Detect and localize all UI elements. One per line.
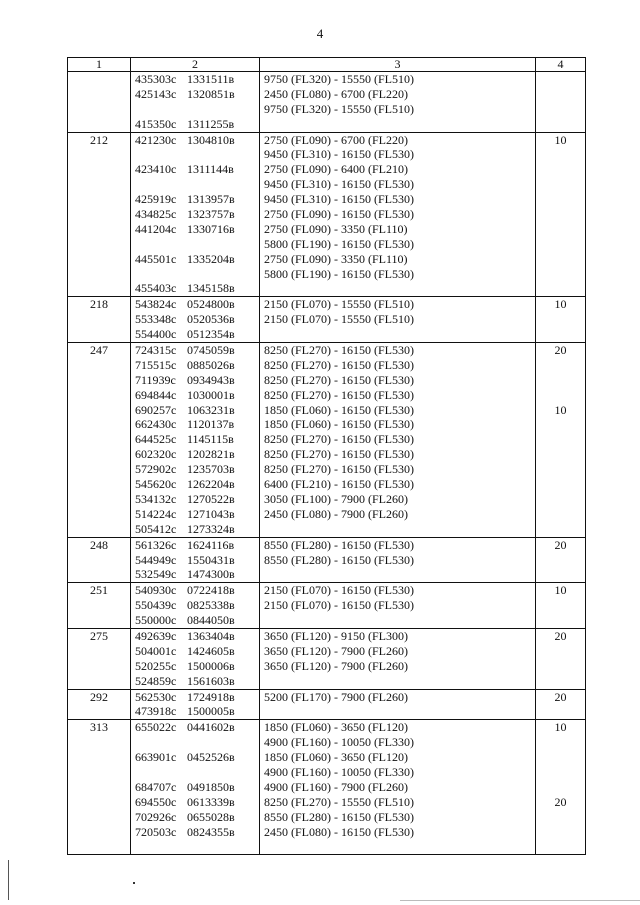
spacing-value [536, 373, 585, 388]
altitude-range: 1850 (FL060) - 16150 (FL530) [264, 417, 414, 432]
altitude-range: 3650 (FL120) - 9150 (FL300) [264, 628, 408, 643]
latitude-code: 702926с [135, 809, 177, 824]
table-header-row [68, 58, 586, 72]
altitude-range: 2750 (FL090) - 16150 (FL530) [264, 207, 414, 222]
altitude-range: 5200 (FL170) - 7900 (FL260) [264, 689, 408, 704]
longitude-code: 1311255в [187, 116, 235, 131]
altitude-range: 8250 (FL270) - 16150 (FL530) [264, 462, 414, 477]
altitude-range [260, 522, 535, 537]
altitude-range-cell [260, 343, 536, 538]
latitude-code: 602320с [135, 447, 177, 462]
spacing-cell [536, 132, 586, 297]
latitude-code: 534132с [135, 491, 177, 506]
longitude-code: 1624116в [187, 537, 235, 552]
altitude-range: 1850 (FL060) - 3650 (FL120) [264, 750, 408, 765]
coordinate-line [131, 795, 259, 810]
spacing-value: 20 [554, 794, 567, 809]
latitude-code: 532549с [135, 567, 177, 582]
longitude-code: 0885026в [187, 357, 235, 372]
longitude-code: 0825338в [187, 598, 235, 613]
table-row [68, 72, 586, 133]
coordinate-line [131, 267, 259, 282]
coordinate-line [131, 567, 259, 582]
spacing-value: 10 [554, 402, 567, 417]
table-row [68, 343, 586, 538]
latitude-code: 415350с [135, 116, 177, 131]
coordinates-cell [131, 628, 260, 689]
table-row [68, 720, 586, 855]
coordinates-cell [131, 297, 260, 343]
coordinate-line [131, 780, 259, 795]
route-number-cell [68, 720, 131, 855]
coordinate-line [131, 102, 259, 117]
coordinate-line [131, 522, 259, 537]
coordinate-line [131, 839, 259, 854]
latitude-code: 655022с [135, 720, 177, 735]
altitude-range: 9450 (FL310) - 16150 (FL530) [264, 177, 414, 192]
route-number-cell [68, 537, 131, 583]
coordinate-line [131, 72, 259, 87]
spacing-value [536, 750, 585, 765]
latitude-code: 434825с [135, 207, 177, 222]
coordinates-cell [131, 583, 260, 629]
longitude-code: 1063231в [187, 402, 235, 417]
latitude-code: 455403с [135, 281, 177, 296]
coordinate-line [131, 735, 259, 750]
column-header-4: 4 [536, 58, 586, 72]
spacing-cell [536, 72, 586, 133]
altitude-range: 2150 (FL070) - 16150 (FL530) [264, 583, 414, 598]
column-header-3: 3 [260, 58, 536, 72]
longitude-code: 1030001в [187, 387, 235, 402]
latitude-code: 644525с [135, 432, 177, 447]
coordinate-line [131, 373, 259, 388]
coordinates-cell [131, 720, 260, 855]
longitude-code: 1550431в [187, 552, 235, 567]
spacing-value: 10 [554, 583, 567, 598]
coordinate-line [131, 117, 259, 132]
longitude-code: 1304810в [187, 132, 235, 147]
latitude-code: 572902с [135, 462, 177, 477]
route-number: 247 [90, 343, 108, 358]
latitude-code: 543824с [135, 297, 177, 312]
longitude-code: 1330716в [187, 221, 235, 236]
spacing-value: 20 [554, 628, 567, 643]
latitude-code: 514224с [135, 506, 177, 521]
coordinate-line [131, 207, 259, 222]
altitude-range [260, 674, 535, 689]
longitude-code: 0655028в [187, 809, 235, 824]
spacing-value [536, 735, 585, 750]
longitude-code: 0441602в [187, 720, 235, 735]
longitude-code: 1561603в [187, 673, 235, 688]
route-number: 292 [90, 689, 108, 704]
spacing-value: 10 [554, 720, 567, 735]
coordinate-line [131, 192, 259, 207]
altitude-range-cell [260, 132, 536, 297]
table-row [68, 583, 586, 629]
coordinate-line [131, 613, 259, 628]
altitude-range: 3050 (FL100) - 7900 (FL260) [264, 491, 408, 506]
latitude-code: 423410с [135, 162, 177, 177]
coordinate-line [131, 281, 259, 296]
altitude-range: 8250 (FL270) - 16150 (FL530) [264, 343, 414, 358]
latitude-code: 504001с [135, 643, 177, 658]
altitude-range [260, 839, 535, 854]
longitude-code: 1202821в [187, 447, 235, 462]
table-row [68, 689, 586, 720]
coordinate-line [131, 447, 259, 462]
latitude-code: 524859с [135, 673, 177, 688]
page-number: 4 [316, 26, 324, 41]
altitude-range: 2150 (FL070) - 15550 (FL510) [264, 297, 414, 312]
altitude-range: 1850 (FL060) - 3650 (FL120) [264, 720, 408, 735]
latitude-code: 445501с [135, 251, 177, 266]
latitude-code: 684707с [135, 779, 177, 794]
route-number: 218 [90, 297, 108, 312]
latitude-code: 473918с [135, 704, 177, 719]
longitude-code: 1500006в [187, 658, 235, 673]
spacing-value: 20 [554, 537, 567, 552]
coordinate-line [131, 750, 259, 765]
altitude-range: 8550 (FL280) - 16150 (FL530) [264, 552, 414, 567]
altitude-range: 2750 (FL090) - 6400 (FL210) [264, 162, 408, 177]
longitude-code: 1363404в [187, 628, 235, 643]
coordinate-line [131, 147, 259, 162]
coordinate-line [131, 462, 259, 477]
spacing-value: 10 [554, 132, 567, 147]
altitude-range [260, 613, 535, 628]
route-number: 313 [90, 720, 108, 735]
altitude-range: 8250 (FL270) - 15550 (FL510) [264, 794, 414, 809]
latitude-code: 720503с [135, 824, 177, 839]
altitude-range [260, 704, 535, 719]
longitude-code: 1270522в [187, 491, 235, 506]
routes-table [67, 57, 586, 855]
coordinate-line [131, 477, 259, 492]
longitude-code: 1145115в [187, 432, 234, 447]
coordinate-line [131, 538, 259, 553]
route-number-cell [68, 297, 131, 343]
altitude-range: 4900 (FL160) - 10050 (FL330) [264, 764, 414, 779]
coordinate-line [131, 177, 259, 192]
altitude-range: 6400 (FL210) - 16150 (FL530) [264, 477, 414, 492]
latitude-code: 554400с [135, 327, 177, 342]
route-number: 212 [90, 132, 108, 147]
altitude-range: 2750 (FL090) - 6700 (FL220) [264, 132, 408, 147]
coordinates-cell [131, 132, 260, 297]
route-number-cell [68, 583, 131, 629]
altitude-range-cell [260, 583, 536, 629]
spacing-cell [536, 583, 586, 629]
coordinate-line [131, 598, 259, 613]
coordinate-line [131, 765, 259, 780]
coordinate-line [131, 312, 259, 327]
table-row [68, 132, 586, 297]
table-row [68, 297, 586, 343]
coordinates-cell [131, 537, 260, 583]
route-number: 251 [90, 583, 108, 598]
coordinate-line [131, 417, 259, 432]
route-number: 275 [90, 628, 108, 643]
altitude-range-cell [260, 297, 536, 343]
coordinate-line [131, 492, 259, 507]
latitude-code: 694550с [135, 794, 177, 809]
coordinate-line [131, 690, 259, 705]
altitude-range: 2150 (FL070) - 15550 (FL510) [264, 312, 414, 327]
scan-bottom-mark [400, 900, 640, 901]
longitude-code: 0745059в [187, 343, 235, 358]
longitude-code: 0491850в [187, 779, 235, 794]
spacing-cell [536, 628, 586, 689]
coordinate-line [131, 810, 259, 825]
longitude-code: 1235703в [187, 462, 235, 477]
spacing-value: 20 [554, 689, 567, 704]
altitude-range: 8250 (FL270) - 16150 (FL530) [264, 372, 414, 387]
altitude-range: 3650 (FL120) - 7900 (FL260) [264, 658, 408, 673]
latitude-code: 544949с [135, 552, 177, 567]
coordinate-line [131, 704, 259, 719]
latitude-code: 724315с [135, 343, 177, 358]
longitude-code: 0524800в [187, 297, 235, 312]
altitude-range: 8250 (FL270) - 16150 (FL530) [264, 432, 414, 447]
table-body [68, 72, 586, 855]
coordinate-line [131, 629, 259, 644]
route-number-cell [68, 343, 131, 538]
coordinate-line [131, 222, 259, 237]
longitude-code: 0613339в [187, 794, 235, 809]
altitude-range: 9750 (FL320) - 15550 (FL510) [264, 72, 414, 86]
coordinate-line [131, 674, 259, 689]
longitude-code: 0452526в [187, 750, 235, 765]
coordinate-line [131, 553, 259, 568]
altitude-range [260, 117, 535, 132]
spacing-value [536, 765, 585, 780]
latitude-code: 441204с [135, 221, 177, 236]
latitude-code: 550439с [135, 598, 177, 613]
longitude-code: 1331511в [187, 72, 235, 86]
longitude-code: 0512354в [187, 327, 235, 342]
altitude-range: 8250 (FL270) - 16150 (FL530) [264, 387, 414, 402]
coordinate-line [131, 252, 259, 267]
altitude-range: 8250 (FL270) - 16150 (FL530) [264, 447, 414, 462]
altitude-range: 5800 (FL190) - 16150 (FL530) [264, 236, 414, 251]
altitude-range-cell [260, 689, 536, 720]
altitude-range: 8550 (FL280) - 16150 (FL530) [264, 809, 414, 824]
altitude-range [260, 327, 535, 342]
altitude-range: 4900 (FL160) - 10050 (FL330) [264, 735, 414, 750]
route-number-cell [68, 628, 131, 689]
longitude-code: 1273324в [187, 521, 235, 536]
scan-edge-mark [8, 860, 9, 900]
route-number-cell [68, 72, 131, 133]
altitude-range: 9750 (FL320) - 15550 (FL510) [264, 101, 414, 116]
latitude-code: 505412с [135, 521, 177, 536]
latitude-code: 663901с [135, 750, 177, 765]
latitude-code: 694844с [135, 387, 177, 402]
latitude-code: 435303с [135, 72, 177, 86]
route-number-cell [68, 132, 131, 297]
longitude-code: 1271043в [187, 506, 235, 521]
latitude-code: 550000с [135, 613, 177, 628]
altitude-range: 3650 (FL120) - 7900 (FL260) [264, 643, 408, 658]
latitude-code: 561326с [135, 537, 177, 552]
altitude-range-cell [260, 537, 536, 583]
column-header-2: 2 [131, 58, 260, 72]
spacing-value: 10 [554, 297, 567, 312]
altitude-range [260, 281, 535, 296]
altitude-range-cell [260, 720, 536, 855]
longitude-code: 1424605в [187, 643, 235, 658]
altitude-range: 2450 (FL080) - 6700 (FL220) [264, 86, 408, 101]
altitude-range: 9450 (FL310) - 16150 (FL530) [264, 147, 414, 162]
altitude-range: 5800 (FL190) - 16150 (FL530) [264, 266, 414, 281]
coordinate-line [131, 720, 259, 735]
altitude-range: 4900 (FL160) - 7900 (FL260) [264, 779, 408, 794]
column-header-1: 1 [68, 58, 131, 72]
coordinate-line [131, 327, 259, 342]
latitude-code: 545620с [135, 477, 177, 492]
longitude-code: 0520536в [187, 312, 235, 327]
spacing-cell [536, 720, 586, 855]
latitude-code: 562530с [135, 689, 177, 704]
coordinates-cell [131, 689, 260, 720]
coordinates-cell [131, 72, 260, 133]
latitude-code: 520255с [135, 658, 177, 673]
coordinate-line [131, 403, 259, 418]
altitude-range: 2150 (FL070) - 16150 (FL530) [264, 598, 414, 613]
route-number-cell [68, 689, 131, 720]
coordinate-line [131, 583, 259, 598]
scan-dot-mark [133, 882, 135, 884]
spacing-value [536, 358, 585, 373]
coordinates-cell [131, 343, 260, 538]
table-row [68, 537, 586, 583]
coordinate-line [131, 343, 259, 358]
longitude-code: 1320851в [187, 86, 235, 101]
coordinate-line [131, 388, 259, 403]
longitude-code: 1335204в [187, 251, 235, 266]
altitude-range-cell [260, 628, 536, 689]
coordinate-line [131, 87, 259, 102]
longitude-code: 0722418в [187, 583, 235, 598]
altitude-range: 8250 (FL270) - 16150 (FL530) [264, 357, 414, 372]
coordinate-line [131, 237, 259, 252]
coordinate-line [131, 507, 259, 522]
latitude-code: 715515с [135, 357, 177, 372]
altitude-range: 2750 (FL090) - 3350 (FL110) [264, 221, 408, 236]
longitude-code: 0824355в [187, 824, 235, 839]
spacing-cell [536, 689, 586, 720]
spacing-value [536, 780, 585, 795]
longitude-code: 1724918в [187, 689, 235, 704]
coordinate-line [131, 432, 259, 447]
longitude-code: 1345158в [187, 281, 235, 296]
altitude-range: 2450 (FL080) - 7900 (FL260) [264, 506, 408, 521]
coordinate-line [131, 358, 259, 373]
coordinate-line [131, 659, 259, 674]
coordinate-line [131, 644, 259, 659]
altitude-range-cell [260, 72, 536, 133]
spacing-value [536, 388, 585, 403]
coordinate-line [131, 133, 259, 148]
longitude-code: 1500005в [187, 704, 235, 719]
longitude-code: 0934943в [187, 372, 235, 387]
latitude-code: 711939с [135, 372, 176, 387]
spacing-cell [536, 537, 586, 583]
coordinate-line [131, 162, 259, 177]
coordinate-line [131, 297, 259, 312]
spacing-value [536, 72, 585, 87]
longitude-code: 1313957в [187, 192, 235, 207]
altitude-range: 1850 (FL060) - 16150 (FL530) [264, 402, 414, 417]
route-number: 248 [90, 537, 108, 552]
route-number [68, 72, 130, 87]
longitude-code: 1474300в [187, 567, 235, 582]
latitude-code: 690257с [135, 402, 177, 417]
latitude-code: 425143с [135, 86, 177, 101]
altitude-range: 8550 (FL280) - 16150 (FL530) [264, 537, 414, 552]
altitude-range: 2450 (FL080) - 16150 (FL530) [264, 824, 414, 839]
longitude-code: 1262204в [187, 477, 235, 492]
spacing-cell [536, 297, 586, 343]
latitude-code: 421230с [135, 132, 177, 147]
longitude-code: 1323757в [187, 207, 235, 222]
spacing-cell [536, 343, 586, 538]
longitude-code: 1120137в [187, 417, 235, 432]
table-row [68, 628, 586, 689]
altitude-range: 2750 (FL090) - 3350 (FL110) [264, 251, 408, 266]
coordinate-line [131, 825, 259, 840]
latitude-code: 425919с [135, 192, 177, 207]
longitude-code: 1311144в [187, 162, 234, 177]
latitude-code: 553348с [135, 312, 177, 327]
altitude-range [260, 567, 535, 582]
latitude-code: 540930с [135, 583, 177, 598]
altitude-range: 9450 (FL310) - 16150 (FL530) [264, 192, 414, 207]
longitude-code: 0844050в [187, 613, 235, 628]
latitude-code: 662430с [135, 417, 177, 432]
latitude-code: 492639с [135, 628, 177, 643]
spacing-value: 20 [554, 343, 567, 358]
